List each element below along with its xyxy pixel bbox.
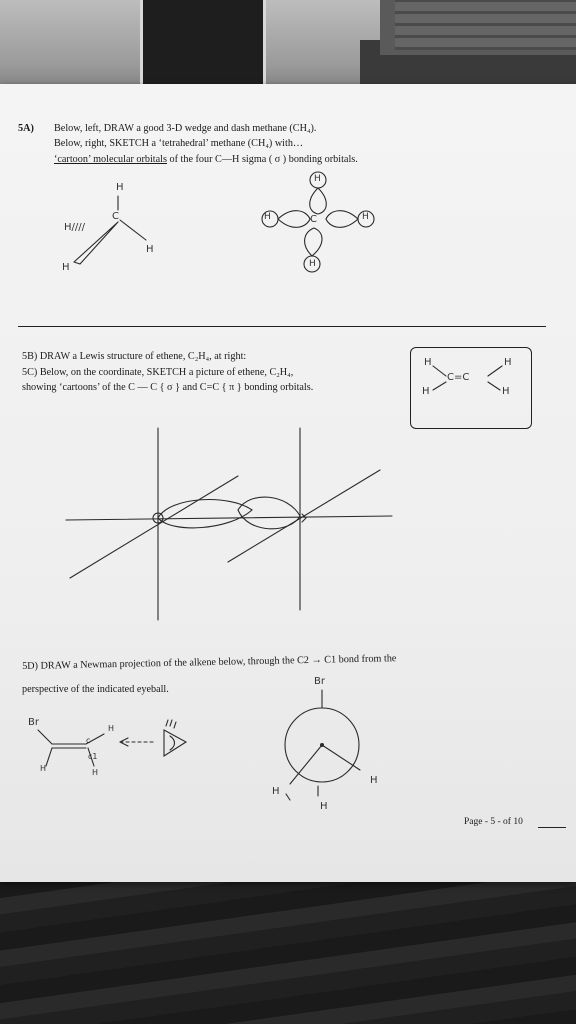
hw-alkene-br: Br [28,717,39,728]
q5a-line2: Below, right, SKETCH a ‘tetrahedral’ methane (CH₄) with… [54,138,304,149]
orbital-sigma-right [238,497,300,529]
orbital-lobe-top [310,188,327,214]
newman-front-bonds [290,745,360,784]
hw-newman-h-bottom: H [320,801,328,812]
hw-orbital-h-right: H [362,212,369,222]
orbital-lobe-right [326,211,358,228]
hw-lewis-h4: H [502,386,510,397]
q5b-line3: showing ‘cartoons’ of the C — C { σ } and C=C { π } bonding orbitals. [22,382,314,393]
hw-h-right: H [146,244,154,255]
hw-newman-h-left: H [272,786,280,797]
hw-alkene-h-bottom: H [92,768,99,777]
alkene-bonds [38,730,104,766]
q5b-line1: 5B) DRAW a Lewis structure of ethene, C₂H₄, at right: [22,351,247,362]
hw-orbital-c: C [310,214,317,225]
hw-c-center: C [112,211,119,222]
hw-lewis-cc: C=C [447,372,470,383]
q5b-line2: 5C) Below, on the coordinate, SKETCH a picture of ethene, C₂H₄, [22,367,294,378]
hw-alkene-c2: c [86,736,91,745]
axis-horizontal [66,516,392,520]
q5d-line1: 5D) DRAW a Newman projection of the alkene below, through the C2 → C1 bond from the [22,653,397,672]
q5a-number: 5A) [18,123,34,134]
hw-h-top: H [116,182,124,193]
hw-alkene-h-upper: H [108,724,115,733]
q5a-line3-underlined: ‘cartoon’ molecular orbitals [54,154,167,165]
hw-lewis-h1: H [424,357,432,368]
orbital-h-top-circle [310,172,326,188]
orbital-lobe-left [278,211,310,228]
newman-center-dot [320,743,324,747]
q5a-line1: Below, left, DRAW a good 3-D wedge and dash methane (CH₄). [54,123,317,134]
bond-c-h-right [120,220,146,240]
orbital-h-left-circle [262,211,278,227]
hw-h-wedge: H [62,262,70,273]
orbital-h-right-circle [358,211,374,227]
newman-back-bonds [286,786,318,800]
orbital-lobe-bottom [305,228,322,256]
hw-alkene-c1: c1 [88,752,98,761]
hw-orbital-h-bottom: H [309,259,316,269]
hw-newman-h-right: H [370,775,378,786]
hw-orbital-h-left: H [264,212,271,222]
hw-h-dash: H//// [64,222,85,233]
hw-lewis-h3: H [422,386,430,397]
wedge-bond [74,222,118,264]
orbital-sigma-left [158,500,252,528]
q5d-line2: perspective of the indicated eyeball. [22,684,169,695]
hw-orbital-h-top: H [314,174,321,184]
q5a-line3-rest: of the four C—H sigma ( σ ) bonding orbitals. [166,154,358,165]
eyeball-icon [164,730,186,756]
orbital-h-bottom-circle [304,256,320,272]
hw-newman-br: Br [314,676,325,687]
lewis-bonds [433,366,502,390]
page-number: Page - 5 - of 10 [464,817,523,827]
eyelashes [166,720,176,728]
hw-alkene-h-left: H [40,764,47,773]
axis-left-diagonal [70,476,238,578]
hw-lewis-h2: H [504,357,512,368]
